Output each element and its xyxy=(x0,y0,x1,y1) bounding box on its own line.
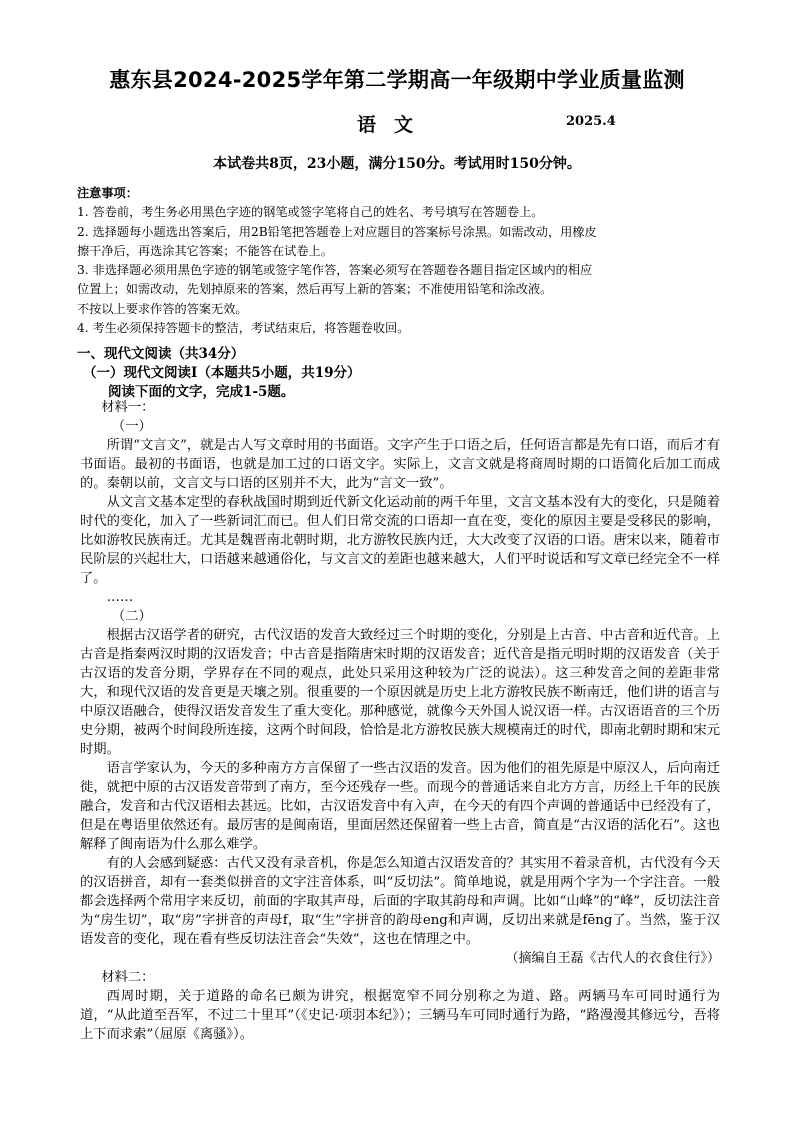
paragraph: 从文言文基本定型的春秋战国时期到近代新文化运动前的两千年里，文言文基本没有大的变化，只是随着时代的变化，加入了一些新词汇而已。但人们日常交流的口语却一直在变，变化的原因主要是受移民的影响，比如游牧民族南迁。尤其是魏晋南北朝时期，北方游牧民族内迁，大大改变了汉语的口语。唐宋以来，随着市民阶层的兴起壮大，口语越来越通俗化，与文言文的差距也越来越大，人们平时说话和写文章已经完全不一样了。 xyxy=(80,495,720,586)
exam-info: 本试卷共8页，23小题，满分150分。考试用时150分钟。 xyxy=(213,156,581,172)
notice-block xyxy=(77,184,737,338)
reading-instruction: 阅读下面的文字，完成1-5题。 xyxy=(108,384,295,400)
paragraph: 西周时期，关于道路的命名已颇为讲究，根据宽窄不同分别称之为道、路。两辆马车可同时通行为道，“从此道至吾军，不过二十里耳”（《史记·项羽本纪》）；三辆马车可同时通行为路，“路漫漫其修远兮，吾将上下而求索”（屈原《离骚》）。 xyxy=(80,989,720,1042)
notice-line: 位置上；如需改动，先划掉原来的答案，然后再写上新的答案；不准使用铅笔和涂改液。 xyxy=(77,282,553,297)
notice-line: 不按以上要求作答的答案无效。 xyxy=(77,301,248,316)
subject-title: 语文 xyxy=(357,114,432,136)
paragraph: 所谓“文言文”，就是古人写文章时用的书面语。文字产生于口语之后，任何语言都是先有口语，而后才有书面语。最初的书面语，也就是加工过的口语文字。实际上，文言文就是将商周时期的口语简化后加工而成的。秦朝以前，文言文与口语的区别并不大，此为“言文一致”。 xyxy=(80,438,720,491)
notice-line: 3. 非选择题必须用黑色字迹的钢笔或签字笔作答，答案必须写在答题卷各题目指定区域内的相应 xyxy=(77,263,593,278)
source-citation: （摘编自王磊《古代人的衣食住行》） xyxy=(505,951,720,966)
material-label: 材料二： xyxy=(101,970,155,985)
subsection-heading: （一）现代文阅读Ⅰ（本题共5小题，共19分） xyxy=(83,365,361,381)
ellipsis: …… xyxy=(106,590,134,605)
notice-heading: 注意事项： xyxy=(77,186,138,200)
paragraph: 语言学家认为，今天的多种南方方言保留了一些古汉语的发音。因为他们的祖先原是中原汉人，后向南迁徙，就把中原的古汉语发音带到了南方，至今还残存一些。而现今的普通话来自北方方言，历经上千年的民族融合，发音和古代汉语相去甚远。比如，古汉语发音中有入声，在今天的有四个声调的普通话中已经没有了，但是在粤语里依然还有。最厉害的是闽南语，里面居然还保留着一些上古音，简直是“古汉语的活化石”。这也解释了闽南语为什么那么难学。 xyxy=(80,761,720,852)
part-marker: （一） xyxy=(111,419,152,434)
reading-passage xyxy=(80,398,720,1044)
notice-line: 4. 考生必须保持答题卡的整洁，考试结束后，将答题卷收回。 xyxy=(77,321,410,336)
notice-line: 2. 选择题每小题选出答案后，用2B铅笔把答题卷上对应题目的答案标号涂黑。如需改动，用橡皮 xyxy=(77,224,597,239)
exam-date: 2025.4 xyxy=(566,114,616,129)
paragraph: 有的人会感到疑惑：古代又没有录音机，你是怎么知道古汉语发音的？其实用不着录音机，古代没有今天的汉语拼音，却有一套类似拼音的文字注音体系，叫“反切法”。简单地说，就是用两个字为一个字注音。一般都会选择两个常用字来反切，前面的字取其声母，后面的字取其韵母和声调。比如“山峰”的“峰”，反切法注音为“房生切”，取“房”字拼音的声母f，取“生”字拼音的韵母eng和声调，反切出来就是fēng了。当然，鉴于汉语发音的变化，现在看有些反切法注音会“失效”，这也在情理之中。 xyxy=(80,856,720,947)
notice-line: 擦干净后，再选涂其它答案；不能答在试卷上。 xyxy=(77,243,333,258)
notice-line: 1. 答卷前，考生务必用黑色字迹的钢笔或签字笔将自己的姓名、考号填写在答题卷上。 xyxy=(77,205,544,220)
section-heading: 一、现代文阅读（共34分） xyxy=(77,346,245,362)
exam-title: 惠东县2024-2025学年第二学期高一年级期中学业质量监测 xyxy=(109,68,685,92)
part-marker: （二） xyxy=(111,609,152,624)
material-label: 材料一： xyxy=(101,400,155,415)
paragraph: 根据古汉语学者的研究，古代汉语的发音大致经过三个时期的变化，分别是上古音、中古音和近代音。上古音是指秦两汉时期的汉语发音；中古音是指隋唐宋时期的汉语发音；近代音是指元明时期的汉语发音（关于古汉语的发音分期，学界存在不同的观点，此处只采用这种较为广泛的说法）。这三种发音之间的差距非常大，和现代汉语的发音更是天壤之别。很重要的一个原因就是历史上北方游牧民族不断南迁，他们讲的语言与中原汉语融合，使得汉语发音发生了重大变化。那种感觉，就像今天外国人说汉语一样。古汉语语音的三个历史分期，被两个时间段所连接，这两个时间段，恰恰是北方游牧民族大规模南迁的时代，即南北朝时期和宋元时期。 xyxy=(80,628,720,757)
